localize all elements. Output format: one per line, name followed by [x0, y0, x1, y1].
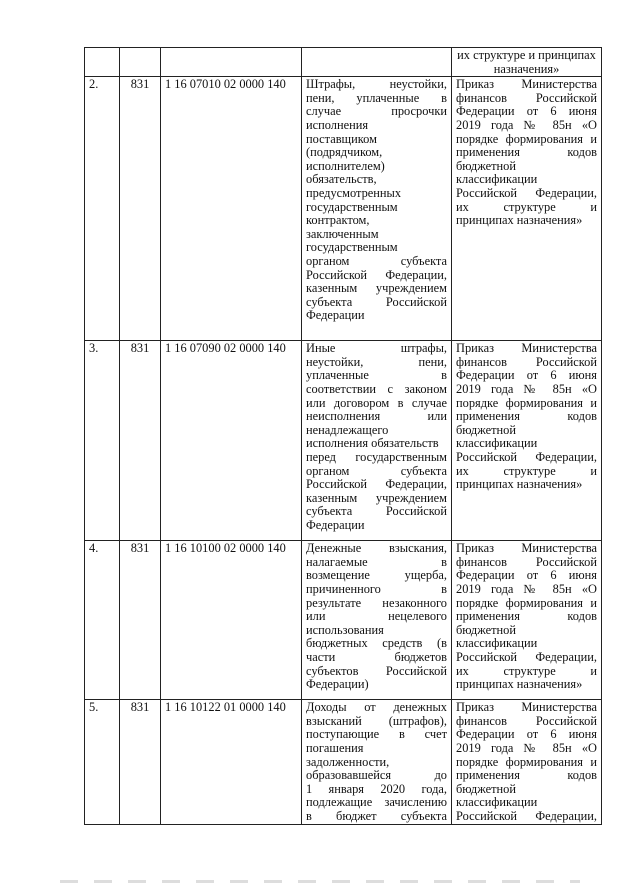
cell-revenue-name	[302, 700, 452, 824]
table-row	[85, 77, 602, 341]
basis-line: применения кодов	[456, 768, 597, 783]
revenue-name-line: результате незаконного	[306, 595, 447, 610]
table-row-continuation	[85, 48, 602, 77]
basis-line: их структуре и принципах	[457, 48, 596, 62]
basis-line: порядке формирования и	[456, 131, 597, 146]
revenue-name-line: Федерации	[306, 517, 365, 532]
revenue-name-line: образовавшейся до	[306, 768, 447, 783]
cell-number	[85, 48, 120, 77]
revenue-name-line: перед государственным	[306, 449, 447, 464]
cell-revenue-name	[302, 541, 452, 700]
basis-line: финансов Российской	[456, 713, 597, 728]
revenue-name-line: соответствии с законом	[306, 381, 447, 396]
basis-line: Федерации от 6 июня	[456, 368, 597, 383]
basis-line: Приказ Министерства	[456, 541, 597, 556]
revenue-name-line: Российской Федерации,	[306, 267, 447, 282]
basis-line: их структуре и	[456, 463, 597, 478]
basis-line: классификации	[456, 172, 538, 187]
cell-legal-basis	[452, 48, 602, 77]
table-row	[85, 541, 602, 700]
basis-line: Приказ Министерства	[456, 77, 597, 92]
basis-line: их структуре и	[456, 663, 597, 678]
revenue-name-line: казенным учреждением	[306, 281, 447, 296]
basis-line: Федерации от 6 июня	[456, 727, 597, 742]
basis-line: Федерации от 6 июня	[456, 568, 597, 583]
cell-revenue-name	[302, 77, 452, 341]
table-row	[85, 341, 602, 541]
cell-admin-code	[120, 48, 161, 77]
revenue-name-line: использования	[306, 622, 384, 637]
basis-line: 2019 года № 85н «О	[456, 381, 597, 396]
revenue-name-line: заключенным	[306, 226, 379, 241]
revenue-name-line: случае просрочки	[306, 104, 447, 119]
cell-number: 3.	[85, 341, 120, 541]
cell-legal-basis	[452, 77, 602, 341]
basis-line: Приказ Министерства	[456, 341, 597, 356]
basis-line: применения кодов	[456, 145, 597, 160]
cell-legal-basis	[452, 700, 602, 824]
revenue-name-line: исполнителем)	[306, 158, 385, 173]
basis-line: применения кодов	[456, 609, 597, 624]
basis-line: порядке формирования и	[456, 754, 597, 769]
revenue-name-line: или договором в случае	[306, 395, 447, 410]
basis-line: порядке формирования и	[456, 395, 597, 410]
revenue-name-line: неустойки, пени,	[306, 354, 447, 369]
basis-line: классификации	[456, 795, 538, 810]
revenue-name-line: возмещение ущерба,	[306, 568, 447, 583]
revenue-name-line: Доходы от денежных	[306, 700, 447, 715]
revenue-name-line: обязательств,	[306, 172, 377, 187]
basis-line: Приказ Министерства	[456, 700, 597, 715]
revenue-name-line: исполнения обязательств	[306, 436, 439, 451]
revenue-name-line: в бюджет субъекта	[306, 808, 447, 823]
revenue-name-line: Штрафы, неустойки,	[306, 77, 447, 92]
cell-admin-code: 831	[120, 77, 161, 341]
basis-line: классификации	[456, 636, 538, 651]
revenue-name-line: исполнения	[306, 117, 369, 132]
cell-admin-code: 831	[120, 541, 161, 700]
basis-line: Российской Федерации,	[456, 449, 597, 464]
revenue-name-line: пени, уплаченные в	[306, 90, 447, 105]
revenue-name-line: 1 января 2020 года,	[306, 781, 447, 796]
revenue-name-line: уплаченные в	[306, 368, 447, 383]
cell-admin-code: 831	[120, 700, 161, 824]
revenue-name-line: субъекта Российской	[306, 504, 447, 519]
basis-line: принципах назначения»	[456, 213, 583, 228]
revenue-name-line: Иные штрафы,	[306, 341, 447, 356]
revenue-name-line: Федерации)	[306, 677, 369, 692]
revenue-name-line: предусмотренных	[306, 185, 402, 200]
basis-line: 2019 года № 85н «О	[456, 581, 597, 596]
cell-revenue-name	[302, 341, 452, 541]
revenue-name-line: поставщиком	[306, 131, 377, 146]
revenue-name-line: контрактом,	[306, 213, 370, 228]
cell-number: 4.	[85, 541, 120, 700]
revenue-name-line: Федерации	[306, 308, 365, 323]
basis-line: 2019 года № 85н «О	[456, 740, 597, 755]
revenue-name-line: погашения	[306, 740, 364, 755]
basis-line: Российской Федерации,	[456, 649, 597, 664]
basis-line: порядке формирования и	[456, 595, 597, 610]
basis-line: бюджетной	[456, 622, 517, 637]
cell-budget-code: 1 16 10122 01 0000 140	[161, 700, 302, 824]
cell-legal-basis	[452, 541, 602, 700]
revenue-name-line: задолженности,	[306, 754, 390, 769]
revenue-name-line: субъекта Российской	[306, 294, 447, 309]
basis-line: бюджетной	[456, 158, 517, 173]
revenue-name-line: причиненного в	[306, 581, 447, 596]
basis-line: 2019 года № 85н «О	[456, 117, 597, 132]
revenue-name-line: неисполнения или	[306, 409, 447, 424]
cell-budget-code	[161, 48, 302, 77]
cell-budget-code: 1 16 07010 02 0000 140	[161, 77, 302, 341]
revenue-name-line: части бюджетов	[306, 649, 447, 664]
cell-budget-code: 1 16 10100 02 0000 140	[161, 541, 302, 700]
revenue-name-line: субъектов Российской	[306, 663, 447, 678]
cell-budget-code: 1 16 07090 02 0000 140	[161, 341, 302, 541]
revenue-name-line: государственным	[306, 199, 398, 214]
revenue-name-line: или нецелевого	[306, 609, 447, 624]
revenue-name-line: подлежащие зачислению	[306, 795, 447, 810]
revenue-name-line: взысканий (штрафов),	[306, 713, 447, 728]
revenue-name-line: налагаемые в	[306, 554, 447, 569]
basis-line: принципах назначения»	[456, 477, 583, 492]
revenue-name-line: ненадлежащего	[306, 422, 389, 437]
basis-line: финансов Российской	[456, 354, 597, 369]
basis-line: назначения»	[493, 61, 560, 76]
basis-line: их структуре и	[456, 199, 597, 214]
scan-artifact	[60, 880, 580, 883]
basis-line: применения кодов	[456, 409, 597, 424]
revenue-codes-table	[84, 47, 602, 825]
basis-line: финансов Российской	[456, 554, 597, 569]
basis-line: принципах назначения»	[456, 677, 583, 692]
revenue-name-line: органом субъекта	[306, 253, 447, 268]
cell-legal-basis	[452, 341, 602, 541]
basis-line: Федерации от 6 июня	[456, 104, 597, 119]
table-row	[85, 700, 602, 824]
basis-line: Российской Федерации,	[456, 185, 597, 200]
revenue-name-line: бюджетных средств (в	[306, 636, 447, 651]
revenue-name-line: органом субъекта	[306, 463, 447, 478]
revenue-name-line: Российской Федерации,	[306, 477, 447, 492]
basis-line: финансов Российской	[456, 90, 597, 105]
basis-line: бюджетной	[456, 422, 517, 437]
basis-line: бюджетной	[456, 781, 517, 796]
cell-admin-code: 831	[120, 341, 161, 541]
revenue-name-line: Денежные взыскания,	[306, 541, 447, 556]
revenue-name-line: казенным учреждением	[306, 490, 447, 505]
revenue-name-line: (подрядчиком,	[306, 145, 383, 160]
basis-line: Российской Федерации,	[456, 808, 597, 823]
cell-revenue-name	[302, 48, 452, 77]
basis-line: классификации	[456, 436, 538, 451]
cell-number: 5.	[85, 700, 120, 824]
cell-number: 2.	[85, 77, 120, 341]
revenue-name-line: государственным	[306, 240, 398, 255]
revenue-name-line: поступающие в счет	[306, 727, 447, 742]
